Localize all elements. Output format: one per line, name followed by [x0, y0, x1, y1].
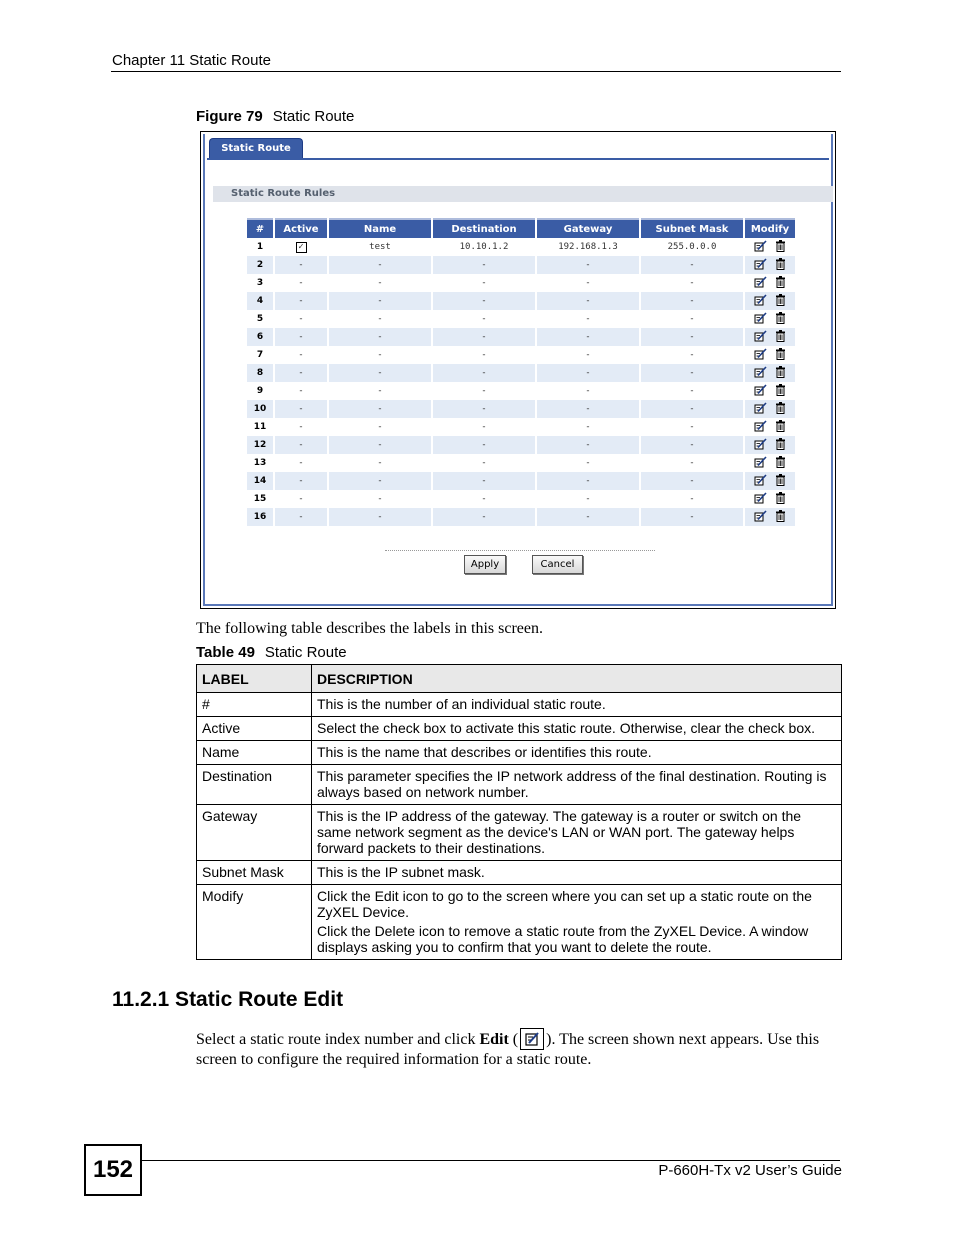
route-name: -: [329, 508, 431, 526]
route-subnet-mask: -: [641, 472, 743, 490]
modify-cell: [745, 472, 795, 490]
active-value: -: [298, 476, 304, 486]
figure-label: Figure 79: [196, 108, 263, 125]
header-rule: [111, 71, 841, 72]
route-subnet-mask: -: [641, 508, 743, 526]
route-destination: -: [433, 472, 535, 490]
route-subnet-mask: -: [641, 436, 743, 454]
table-label: Table 49: [196, 644, 255, 661]
column-header: Modify: [745, 218, 795, 238]
route-destination: -: [433, 400, 535, 418]
column-header: Gateway: [537, 218, 639, 238]
active-value: -: [298, 278, 304, 288]
label-cell: #: [197, 693, 312, 717]
route-subnet-mask: -: [689, 458, 695, 468]
route-number: 13: [253, 458, 267, 468]
route-destination: -: [481, 458, 487, 468]
modify-cell: [745, 490, 795, 508]
route-number: 10: [247, 400, 273, 418]
route-destination: -: [481, 494, 487, 504]
route-destination: 10.10.1.2: [459, 242, 509, 252]
modify-cell: [745, 274, 795, 292]
trash-icon[interactable]: [775, 420, 786, 435]
route-number: 1: [256, 242, 264, 252]
active-cell: [275, 490, 327, 508]
route-name: -: [377, 350, 383, 360]
rules-header-row: [247, 218, 795, 238]
description-cell: [312, 741, 842, 765]
edit-icon[interactable]: [754, 258, 767, 273]
route-number: 5: [256, 314, 264, 324]
edit-icon[interactable]: [754, 492, 767, 507]
edit-icon[interactable]: [754, 330, 767, 345]
active-cell: [275, 382, 327, 400]
modify-cell: [745, 328, 795, 346]
active-value: -: [298, 260, 304, 270]
route-number: 9: [256, 386, 264, 396]
route-subnet-mask: -: [689, 494, 695, 504]
active-cell: [275, 346, 327, 364]
route-destination: -: [481, 386, 487, 396]
active-value: -: [298, 512, 304, 522]
figure-caption: [196, 108, 354, 125]
route-name: test: [369, 242, 391, 252]
route-name: -: [377, 314, 383, 324]
active-value: -: [298, 350, 304, 360]
route-name: -: [329, 292, 431, 310]
route-destination: -: [481, 422, 487, 432]
edit-icon[interactable]: [754, 276, 767, 291]
section-title: 11.2.1 Static Route Edit: [112, 988, 344, 1011]
route-subnet-mask: -: [641, 328, 743, 346]
active-cell: [275, 508, 327, 526]
modify-cell: [745, 436, 795, 454]
intro-text: The following table describes the labels in this screen.: [196, 620, 544, 637]
route-number: 14: [247, 472, 273, 490]
description-text: This is the IP address of the gateway. The gateway is a router or switch on the same network segment as the device's LAN or WAN port. The gateway helps forward packets to their destinations.: [317, 808, 802, 856]
route-name: -: [329, 256, 431, 274]
trash-icon[interactable]: [775, 384, 786, 399]
active-cell: [275, 274, 327, 292]
trash-icon[interactable]: [775, 402, 786, 417]
column-header: Active: [275, 218, 327, 238]
table-row: [247, 364, 795, 382]
trash-icon[interactable]: [775, 492, 786, 507]
modify-cell: [745, 400, 795, 418]
static-route-rules-title: Static Route Rules: [213, 186, 833, 202]
edit-icon[interactable]: [754, 384, 767, 399]
table-row: [247, 292, 795, 310]
column-header: #: [247, 218, 273, 238]
description-header: DESCRIPTION: [312, 665, 842, 693]
active-cell: [275, 364, 327, 382]
trash-icon[interactable]: [775, 258, 786, 273]
route-name: -: [377, 386, 383, 396]
route-name: -: [329, 328, 431, 346]
description-text: Click the Delete icon to remove a static route from the ZyXEL Device. A window displays asking you to confirm that you want to delete the route.: [317, 923, 809, 955]
footer-rule: [140, 1160, 840, 1161]
description-cell: [312, 765, 842, 805]
description-text: Click the Edit icon to go to the screen where you can set up a static route on the ZyXEL Device.: [317, 888, 812, 920]
route-subnet-mask: -: [641, 364, 743, 382]
route-subnet-mask: -: [689, 278, 695, 288]
route-destination: -: [481, 314, 487, 324]
trash-icon[interactable]: [775, 294, 786, 309]
cancel-button[interactable]: Cancel: [532, 555, 583, 574]
modify-cell: [745, 382, 795, 400]
table-title: Static Route: [264, 644, 347, 661]
description-text: This parameter specifies the IP network address of the final destination. Routing is always based on network number.: [317, 768, 827, 800]
description-cell: [312, 805, 842, 861]
figure-title: Static Route: [272, 108, 355, 125]
route-gateway: -: [537, 256, 639, 274]
label-cell: Modify: [197, 885, 312, 960]
route-gateway: -: [585, 314, 591, 324]
route-gateway: -: [585, 458, 591, 468]
active-value: -: [298, 386, 304, 396]
route-subnet-mask: -: [689, 314, 695, 324]
table-row: [247, 238, 795, 256]
edit-icon[interactable]: [754, 312, 767, 327]
active-cell: [275, 400, 327, 418]
description-text: This is the number of an individual static route.: [317, 696, 606, 712]
label-cell: Active: [197, 717, 312, 741]
route-gateway: -: [537, 472, 639, 490]
route-gateway: -: [537, 436, 639, 454]
modify-cell: [745, 508, 795, 526]
route-gateway: -: [537, 364, 639, 382]
table-row: [247, 418, 795, 436]
route-number: 6: [247, 328, 273, 346]
section-paragraph: [196, 1028, 836, 1070]
route-number: 7: [256, 350, 264, 360]
active-cell: [275, 418, 327, 436]
table-row: [197, 765, 842, 805]
table-row: [247, 508, 795, 526]
column-header: Destination: [433, 218, 535, 238]
active-value: -: [298, 494, 304, 504]
label-cell: Destination: [197, 765, 312, 805]
route-destination: -: [433, 292, 535, 310]
edit-icon[interactable]: [754, 420, 767, 435]
description-cell: [312, 717, 842, 741]
active-cell: [275, 328, 327, 346]
trash-icon[interactable]: [775, 366, 786, 381]
table-row: [247, 274, 795, 292]
route-gateway: -: [585, 494, 591, 504]
route-name: -: [329, 400, 431, 418]
route-subnet-mask: -: [689, 350, 695, 360]
guide-title: P-660H-Tx v2 User’s Guide: [658, 1162, 842, 1179]
para-edit-word: Edit: [479, 1031, 509, 1048]
modify-cell: [745, 256, 795, 274]
apply-button[interactable]: Apply: [464, 555, 506, 574]
route-destination: -: [481, 278, 487, 288]
route-name: -: [377, 422, 383, 432]
table-row: [247, 346, 795, 364]
desc-header-row: [197, 665, 842, 693]
modify-cell: [745, 238, 795, 256]
screen-frame: [203, 134, 833, 606]
table-row: [247, 436, 795, 454]
active-cell: [275, 310, 327, 328]
label-cell: Name: [197, 741, 312, 765]
modify-cell: [745, 364, 795, 382]
route-number: 2: [247, 256, 273, 274]
table-row: [197, 861, 842, 885]
route-destination: -: [433, 436, 535, 454]
active-cell: [275, 256, 327, 274]
table-row: [197, 741, 842, 765]
edit-icon[interactable]: [754, 294, 767, 309]
table-caption: [196, 644, 347, 661]
route-gateway: -: [537, 328, 639, 346]
active-value: -: [298, 458, 304, 468]
table-row: [247, 472, 795, 490]
route-destination: -: [433, 328, 535, 346]
modify-cell: [745, 346, 795, 364]
static-route-rules-table: [245, 218, 797, 526]
active-value: -: [298, 296, 304, 306]
edit-icon[interactable]: [754, 348, 767, 363]
route-destination: -: [433, 508, 535, 526]
edit-icon[interactable]: [754, 240, 767, 255]
desc-body: [197, 693, 842, 960]
table-row: [247, 310, 795, 328]
route-gateway: -: [537, 400, 639, 418]
label-cell: Subnet Mask: [197, 861, 312, 885]
route-name: -: [377, 494, 383, 504]
tab-static-route[interactable]: Static Route: [209, 138, 303, 159]
edit-icon[interactable]: [754, 438, 767, 453]
table-row: [247, 328, 795, 346]
route-gateway: -: [585, 422, 591, 432]
active-value: -: [298, 422, 304, 432]
active-value: -: [298, 404, 304, 414]
trash-icon[interactable]: [775, 438, 786, 453]
active-value: -: [298, 440, 304, 450]
chapter-header: Chapter 11 Static Route: [112, 52, 271, 69]
description-cell: [312, 861, 842, 885]
trash-icon[interactable]: [775, 330, 786, 345]
description-table: [196, 664, 842, 960]
route-number: 16: [247, 508, 273, 526]
active-value: -: [298, 314, 304, 324]
route-name: -: [377, 278, 383, 288]
route-number: 11: [253, 422, 267, 432]
edit-icon[interactable]: [754, 366, 767, 381]
edit-icon[interactable]: [754, 456, 767, 471]
column-header: Subnet Mask: [641, 218, 743, 238]
route-number: 15: [253, 494, 267, 504]
modify-cell: [745, 418, 795, 436]
description-cell: [312, 885, 842, 960]
table-row: [197, 717, 842, 741]
route-gateway: -: [537, 292, 639, 310]
route-gateway: -: [585, 386, 591, 396]
trash-icon[interactable]: [775, 348, 786, 363]
description-text: This is the IP subnet mask.: [317, 864, 485, 880]
route-gateway: -: [585, 350, 591, 360]
description-cell: [312, 693, 842, 717]
rules-body: [247, 238, 795, 526]
description-text: This is the name that describes or identifies this route.: [317, 744, 652, 760]
trash-icon[interactable]: [775, 240, 786, 255]
table-row: [197, 805, 842, 861]
table-row: [197, 885, 842, 960]
table-row: [247, 400, 795, 418]
column-header: Name: [329, 218, 431, 238]
route-name: -: [329, 472, 431, 490]
route-gateway: 192.168.1.3: [558, 242, 618, 252]
page-number: 152: [84, 1144, 142, 1196]
static-route-screenshot: [200, 131, 836, 609]
divider: [385, 550, 655, 551]
para-text-2: (: [508, 1031, 519, 1048]
label-header: LABEL: [197, 665, 312, 693]
active-cell: [275, 454, 327, 472]
route-subnet-mask: -: [641, 292, 743, 310]
edit-icon[interactable]: [754, 510, 767, 525]
route-number: 3: [256, 278, 264, 288]
label-cell: Gateway: [197, 805, 312, 861]
route-subnet-mask: -: [641, 400, 743, 418]
route-number: 12: [247, 436, 273, 454]
table-row: [197, 693, 842, 717]
route-number: 8: [247, 364, 273, 382]
trash-icon[interactable]: [775, 276, 786, 291]
active-value: -: [298, 332, 304, 342]
route-gateway: -: [537, 508, 639, 526]
edit-icon: [520, 1028, 544, 1050]
active-cell: [275, 472, 327, 490]
route-number: 4: [247, 292, 273, 310]
table-row: [247, 382, 795, 400]
table-row: [247, 256, 795, 274]
edit-icon[interactable]: [754, 402, 767, 417]
trash-icon[interactable]: [775, 456, 786, 471]
active-cell: [275, 436, 327, 454]
active-cell: [275, 292, 327, 310]
trash-icon[interactable]: [775, 312, 786, 327]
para-text-3: ). The screen shown next appears. Use this screen to configure the required information for a static route.: [196, 1031, 820, 1068]
tab-underline: [207, 158, 829, 160]
route-name: -: [377, 458, 383, 468]
trash-icon[interactable]: [775, 510, 786, 525]
trash-icon[interactable]: [775, 474, 786, 489]
route-subnet-mask: -: [689, 386, 695, 396]
route-destination: -: [433, 256, 535, 274]
table-row: [247, 454, 795, 472]
description-text: Select the check box to activate this static route. Otherwise, clear the check box.: [317, 720, 816, 736]
modify-cell: [745, 310, 795, 328]
route-gateway: -: [585, 278, 591, 288]
route-subnet-mask: 255.0.0.0: [667, 242, 717, 252]
route-destination: -: [481, 350, 487, 360]
edit-icon[interactable]: [754, 474, 767, 489]
route-name: -: [329, 364, 431, 382]
modify-cell: [745, 292, 795, 310]
route-name: -: [329, 436, 431, 454]
active-value: -: [298, 368, 304, 378]
route-destination: -: [433, 364, 535, 382]
route-subnet-mask: -: [689, 422, 695, 432]
para-text-1: Select a static route index number and click: [196, 1031, 480, 1048]
active-cell: [275, 238, 327, 256]
table-row: [247, 490, 795, 508]
modify-cell: [745, 454, 795, 472]
active-checkbox[interactable]: ✓: [296, 242, 307, 253]
route-subnet-mask: -: [641, 256, 743, 274]
